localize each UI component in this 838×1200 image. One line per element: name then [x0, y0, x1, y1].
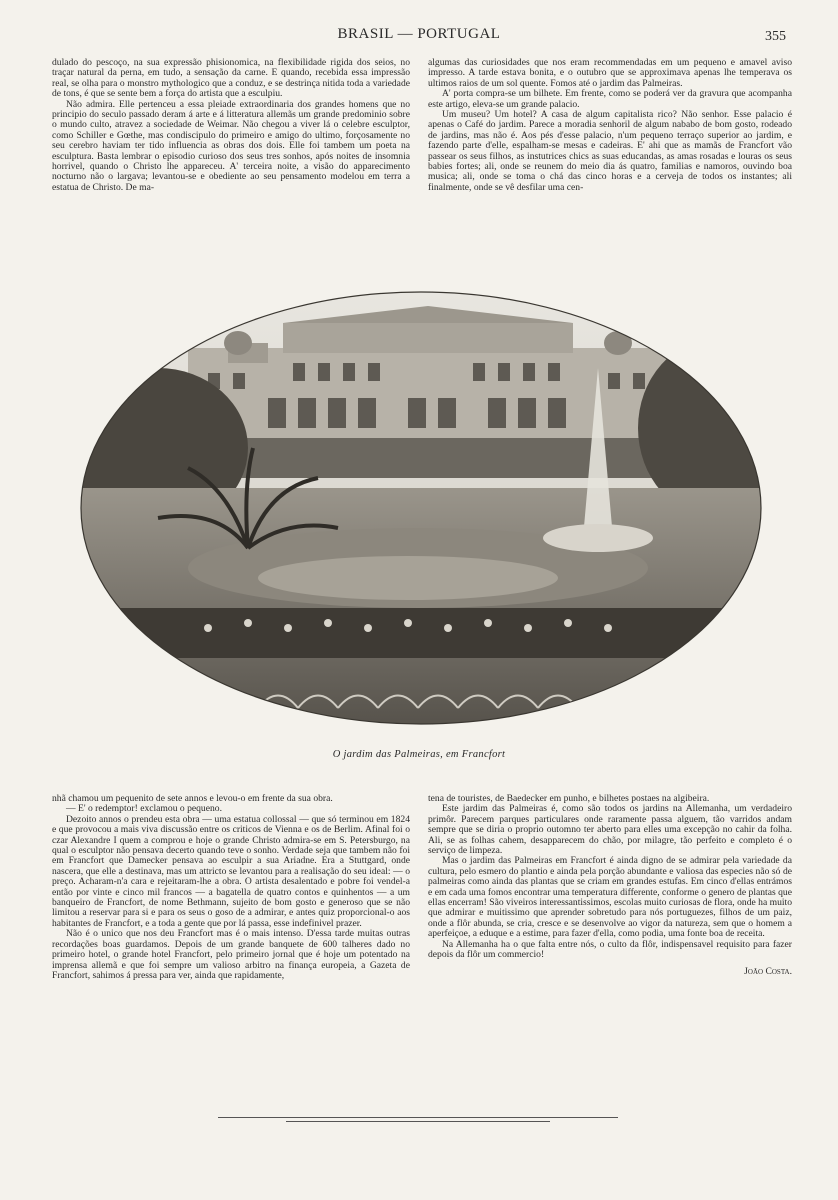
paragraph: Mas o jardim das Palmeiras em Francfort é ainda digno de se admirar pela variedade da cultura, pelo esmero do plantio e ainda pela porção abundante e valiosa das especies não só de palmeiras como ainda das plantas que se criam em grandes estufas. Em cinco d'ellas entrámos e em cada uma fomos encontrar uma temperatura differente, conforme o genero de plantas que ellas encerram! São viveiros interessantissimos, escolas muito curiosas de flora, onde ha muito que admirar e muitissimo que aprender sobretudo para nós portuguezes, filhos de um paiz, onde a flôr abunda, se cria, cresce e se desenvolve ao vigor da natureza, sem que o homem a aperfeiçoe, a eduque e a estime, para fazer d'ella, como podia, uma fonte boa de receita.: [428, 855, 792, 940]
oval-photograph: [78, 288, 764, 728]
paragraph: Dezoito annos o prendeu esta obra — uma estatua collossal — que só terminou em 1824 e que provocou a mais viva discussão entre os criticos de Vienna e os de Berlim. Afinal foi o czar Alexandre I quem a comprou e hoje o grande Christo admira-se em S. Petersburgo, na qual o esculptor não pensava decerto quando teve o sonho. Verdade seja que tambem não foi em Francfort que Damecker pensava ao esculpir a sua Ariadne. Era a Stuttgard, onde nascera, que elle a destinava, mas um attricto se levantou para a realisação do seu ideal: — o preço. Acharam-n'a cara e rejeitaram-lhe a obra. O artista desalentado e pobre foi vendel-a então por vinte e cinco mil francos — a bagatella de quatro contos e quinhentos — a um banqueiro de Francfort, de nome Bethmann, sujeito de bom gosto e generoso que se não limitou a reservar para si e para os seus o goso de a admirar, e antes quiz proporcional-o aos habitantes de Francfort, e a toda a gente que por lá passa, esse indefinivel prazer.: [52, 813, 410, 929]
paragraph: Este jardim das Palmeiras é, como são todos os jardins na Allemanha, um verdadeiro primôr. Parecem parques particulares onde raramente passa alguem, tão varridos andam sempre que se diria o proprio outomno ter aberto para elles uma excepção no cahir da folha. Ali, se as folhas cahem, desapparecem do chão, por milagre, tão perfeito e completo é o serviço de limpeza.: [428, 803, 792, 857]
paragraph: dulado do pescoço, na sua expressão phisionomica, na flexibilidade rigida dos seios, no traçar natural da perna, em tudo, a sensação da carne. E quando, recebida essa impressão real, se olha para o monstro mythologico que a conduz, e se destrinça nitida toda a variedade de tons, é que se sente bem a força do artista que a esculpiu.: [52, 58, 410, 100]
page-header: [60, 24, 786, 46]
running-title: BRASIL — PORTUGAL: [337, 26, 501, 42]
column-bottom-left: [52, 794, 410, 1094]
column-top-left: [52, 58, 410, 276]
paragraph: A' porta compra-se um bilhete. Em frente, como se poderá ver da gravura que acompanha este artigo, eleva-se um grande palacio.: [428, 88, 792, 110]
paragraph: — E' o redemptor! exclamou o pequeno.: [66, 803, 222, 815]
column-bottom-right: [428, 794, 792, 1094]
author-signature: João Costa.: [744, 965, 792, 977]
column-top-right: [428, 58, 792, 276]
figure-caption: O jardim das Palmeiras, em Francfort: [332, 749, 506, 760]
page-number: 355: [765, 29, 786, 44]
paragraph: Um museu? Um hotel? A casa de algum capitalista rico? Não senhor. Esse palacio é apenas o Café do jardim. Parece a moradia senhoril de algum nababo de bom gosto, rodeado de jardins, mas não é. Aos pés d'esse palacio, n'um pequeno terraço superior ao jardim, e fazendo parte d'elle, espalham-se mesas e cadeiras. E' ahi que as mamãs de Francfort vão passear os seus filhos, as instutrices chics as suas educandas, as amas rosadas e louras os seus babies fortes; ali, onde se reunem do meio dia ás quatro, familias e namoros, ouvindo boa musica; ali, onde se toma o chá das cinco horas e a cerveja de todos os instantes; ali finalmente, onde se vê desfilar uma cen-: [428, 109, 792, 193]
paragraph: nhã chamou um pequenito de sete annos e levou-o em frente da sua obra.: [52, 794, 333, 804]
closing-rule: [286, 1121, 550, 1122]
paragraph: Na Allemanha ha o que falta entre nós, o culto da flôr, indispensavel requisito para fazer depois da flôr um commercio!: [428, 938, 792, 961]
paragraph: Não admira. Elle pertenceu a essa pleiade extraordinaria dos grandes homens que no principio do seculo passado deram á arte e á litteratura allemãs um grande predominio sobre o mundo culto, atravez a sociedade de Weimar. Não chegou a viver lá o celebre esculptor, como Schiller e Gœthe, mas condiscipulo do primeiro e amigo do ultimo, forçosamente no seu cerebro haviam ter tido influencia as obras dos dois. Elle foi tambem um poeta na esculptura. Basta lembrar o episodio curioso dos seus tres sonhos, após noites de insomnia horrivel, quando o Christo lhe appareceu. A' terceira noite, a visão do apparecimento nocturno não o largava; levantou-se e obediente ao seu pensamento modelou em terra a estatua de Christo. De ma-: [52, 98, 410, 193]
closing-rule: [218, 1117, 618, 1118]
paragraph: algumas das curiosidades que nos eram recommendadas em um pequeno e amavel aviso impresso. A tarde estava bonita, e o outubro que se approximava apenas lhe temperava os ultimos raios de um sol quente. Fomos até o jardim das Palmeiras.: [428, 58, 792, 89]
paragraph: Não é o unico que nos deu Francfort mas é o mais intenso. D'essa tarde muitas outras recordações boas guardamos. Depois de um grande banquete de 600 talheres dado no primeiro hotel, o grande hotel Francfort, pelo primeiro jornal que é hoje um potentado na imprensa allemã e que foi sempre um valioso arbitro na finança europeia, a Gazeta de Francfort, sahimos á pressa para ver, ainda que rapidamente,: [52, 928, 410, 981]
paragraph: tena de touristes, de Baedecker em punho, e bilhetes postaes na algibeira.: [428, 794, 710, 804]
engraving-garden-palace: [78, 288, 764, 728]
